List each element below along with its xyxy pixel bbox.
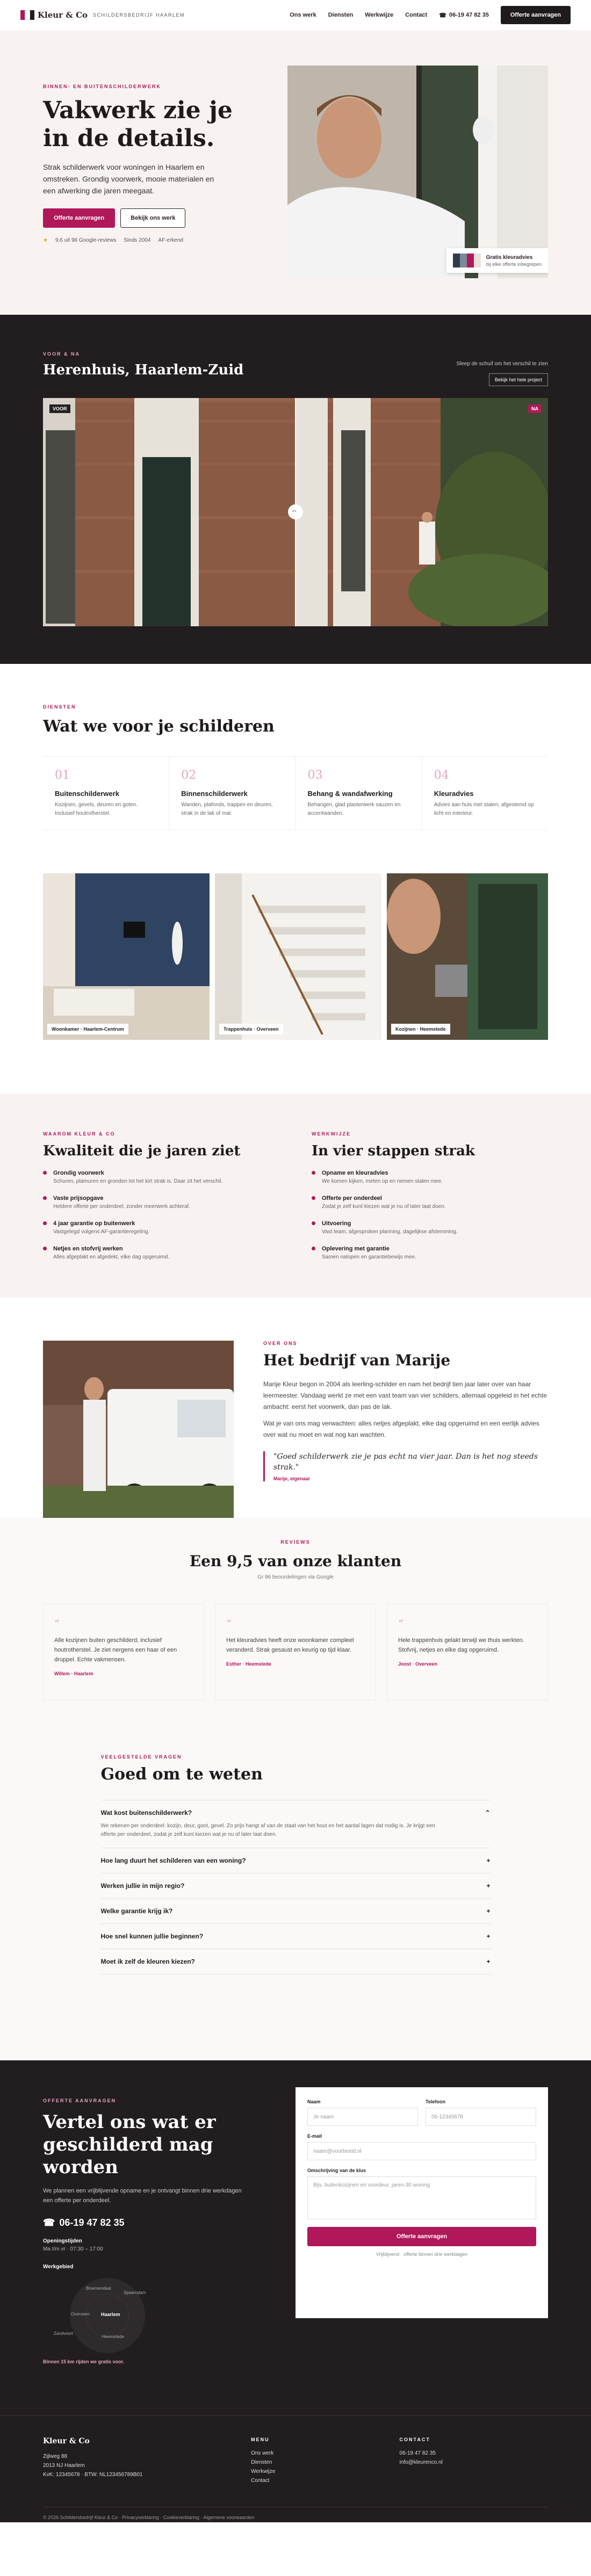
why-item-text: Schuren, plamuren en gronden tot het kirt strak is. Daar zit het verschil. [53, 1178, 223, 1184]
service-num: 02 [181, 769, 197, 782]
contact-phone-number: 06-19 47 82 35 [59, 2217, 125, 2228]
review-text: Het kleuradvies heeft onze woonkamer compleet veranderd. Strak gesaust en keurig op tijd klaar. [226, 1637, 354, 1653]
before-label: VOOR [49, 404, 70, 413]
faq-item[interactable] [101, 1873, 491, 1898]
services-kicker: DIENSTEN [43, 704, 76, 710]
process-item-text: Vast team, afgesproken planning, dagelijkse afstemming. [322, 1229, 458, 1235]
map-place: Zandvoort [54, 2331, 74, 2336]
gallery-item[interactable] [43, 873, 210, 1040]
faq-kicker: VEELGESTELDE VRAGEN [100, 1754, 182, 1760]
project-button[interactable]: Bekijk het hele project [489, 373, 548, 386]
process-item-title: Offerte per onderdeel [322, 1195, 382, 1202]
footer-bottom: © 2026 Schildersbedrijf Kleur & Co · Privacyverklaring · Cookieverklaring · Algemene voorwaarden [43, 2507, 548, 2520]
nav-link-contact[interactable]: Contact [405, 12, 428, 18]
project-kicker: VOOR & NA [43, 351, 81, 357]
service-text: Advies aan huis met stalen, afgestemd op licht en interieur. [434, 802, 534, 816]
nav-link-process[interactable]: Werkwijze [365, 12, 394, 18]
about-quote [263, 1451, 548, 1481]
service-card[interactable] [43, 757, 169, 830]
process-title: In vier stappen strak [312, 1143, 475, 1159]
faq-item[interactable] [101, 1898, 491, 1923]
footer-email[interactable]: info@kleurenco.nl [399, 2459, 443, 2465]
faq-item[interactable] [101, 1800, 491, 1848]
color-advice-card [446, 248, 548, 273]
logo-name: Kleur & Co [38, 10, 88, 20]
contact-phone[interactable] [43, 2217, 253, 2228]
hero-section [0, 30, 591, 315]
why-kicker: WAAROM KLEUR & CO [43, 1131, 116, 1137]
footer-contact-title: CONTACT [399, 2437, 430, 2442]
service-text: Wanden, plafonds, trappen en deuren, strak in de lak of mat. [181, 802, 273, 816]
service-card[interactable] [296, 757, 422, 830]
review-author: Joost · Overveen [398, 1661, 438, 1667]
services-section [0, 664, 591, 1518]
project-title: Herenhuis, Haarlem-Zuid [43, 362, 244, 378]
process-item-text: Samen nalopen en garantiebewijs mee. [322, 1254, 416, 1260]
name-field[interactable]: Je naam [307, 2108, 418, 2126]
quote-form [296, 2087, 548, 2318]
hours-label: Openingstijden [43, 2238, 82, 2244]
plus-icon: + [486, 1958, 491, 1965]
map-place: Haarlem [101, 2312, 120, 2317]
phone-label: Telefoon [426, 2099, 445, 2104]
faq-title: Goed om te weten [100, 1765, 263, 1784]
bullet-icon [43, 1171, 47, 1175]
bullet-icon [312, 1196, 315, 1200]
hero-quote-button[interactable]: Offerte aanvragen [43, 208, 115, 228]
before-after-slider[interactable] [43, 398, 548, 626]
faq-item[interactable] [101, 1848, 491, 1873]
reviews-sub: Gr 96 beoordelingen via Google [257, 1574, 334, 1580]
review-card [215, 1604, 376, 1701]
area-label: Werkgebied [43, 2264, 74, 2270]
why-item-text: Heldere offerte per onderdeel, zonder meerwerk achteraf. [53, 1204, 190, 1210]
phone-icon: ☎ [439, 12, 446, 19]
service-num: 04 [434, 769, 449, 782]
service-title: Buitenschilderwerk [55, 790, 119, 798]
plus-icon: + [486, 1933, 491, 1940]
map-place: Spaarndam [124, 2290, 146, 2295]
why-item-title: Vaste prijsopgave [53, 1195, 104, 1202]
map-place: Overveen [71, 2312, 90, 2317]
process-item-title: Opname en kleuradvies [322, 1170, 388, 1176]
after-label: NA [528, 404, 542, 413]
bullet-icon [43, 1247, 47, 1250]
hero-title: Vakwerk zie je in de details. [43, 97, 233, 152]
logo-icon [20, 10, 34, 20]
review-author: Esther · Heemstede [226, 1661, 272, 1667]
contact-section [0, 2060, 591, 2415]
process-item-title: Oplevering met garantie [322, 1246, 390, 1252]
review-card [387, 1604, 548, 1701]
faq-answer: We rekenen per onderdeel: kozijn, deur, goot, gevel. Zo prijs hangt af van de staat van het hout en het aantal lagen dat nodig is. Je krijgt een offerte per onderdeel, zodat je zelf kunt kiezen wat je nu of later laat doen. [100, 1823, 435, 1837]
review-text: Alle kozijnen buiten geschilderd, inclusief houtrotherstel. Je ziet nergens een haar of een druppel. Echte vakmensen. [54, 1637, 177, 1663]
faq [101, 1754, 491, 1974]
reviews-section [0, 1518, 591, 2060]
plus-icon: + [486, 1907, 491, 1915]
quote-text: "Goed schilderwerk zie je pas echt na vier jaar. Dan is het nog steeds strak." [273, 1452, 538, 1472]
plus-icon: + [486, 1882, 491, 1890]
contact-text: We plannen een vrijblijvende opname en je ontvangt binnen drie werkdagen een offerte per onderdeel. [43, 2188, 242, 2204]
about-title: Het bedrijf van Marije [263, 1351, 451, 1369]
nav-link-services[interactable]: Diensten [328, 12, 354, 18]
hero-rating: 9,6 uit 96 Google-reviews [55, 237, 117, 243]
gallery-label: Kozijnen · Heemstede [391, 1024, 450, 1034]
top-nav [20, 0, 571, 30]
why-item-title: Netjes en stofvrij werken [53, 1246, 123, 1252]
footer-link[interactable]: Werkwijze [251, 2469, 276, 2474]
footer-address-2: 2013 NJ Haarlem [43, 2463, 85, 2469]
faq-item[interactable] [101, 1949, 491, 1974]
logo[interactable] [20, 10, 185, 20]
quote-icon: “ [54, 1617, 60, 1630]
map-place: Bloemendaal [86, 2286, 111, 2291]
why-item-text: Alles afgeplakt en afgedekt, elke dag opgeruimd. [53, 1254, 170, 1260]
footer-link[interactable]: Ons werk [251, 2450, 274, 2456]
slider-handle-icon[interactable]: ⇔ [291, 508, 297, 514]
process-kicker: WERKWIJZE [312, 1131, 351, 1137]
chevron-up-icon: ⌃ [485, 1809, 491, 1817]
message-label: Omschrijving van de klus [307, 2168, 366, 2173]
gallery-label: Woonkamer · Haarlem-Centrum [47, 1024, 128, 1034]
gallery-item[interactable] [387, 873, 548, 1040]
faq-question: Welke garantie krijg ik? [100, 1907, 173, 1915]
footer-link[interactable]: Diensten [251, 2459, 272, 2465]
gallery-label: Trappenhuis · Overveen [219, 1024, 283, 1034]
gallery-item[interactable] [215, 873, 381, 1040]
phone-icon: ☎ [43, 2217, 55, 2228]
service-num: 03 [307, 769, 323, 782]
process-item-text: Zodat je zelf kunt kiezen wat je nu of later laat doen. [322, 1204, 446, 1210]
message-field[interactable]: Bijv. buitenkozijnen en voordeur, jaren-30 woning [307, 2176, 536, 2219]
contact-kicker: OFFERTE AANVRAGEN [43, 2098, 117, 2103]
form-note: Vrijblijvend · offerte binnen drie werkdagen [376, 2252, 468, 2257]
reviews-kicker: REVIEWS [280, 1539, 311, 1545]
nav-phone[interactable] [439, 12, 489, 19]
service-card[interactable] [169, 757, 296, 830]
nav-link-work[interactable]: Ons werk [290, 12, 316, 18]
hours-value: Ma t/m vr · 07:30 – 17:00 [43, 2246, 103, 2252]
process-item-title: Uitvoering [322, 1220, 351, 1227]
reviews-title: Een 9,5 van onze klanten [189, 1552, 402, 1570]
email-field[interactable]: naam@voorbeeld.nl [307, 2142, 536, 2160]
hero-certified: AF-erkend [158, 237, 184, 243]
phone-field[interactable]: 06-12345678 [426, 2108, 536, 2126]
why-item-text: Vastgelegd volgens AF-garantieregeling. [53, 1229, 150, 1235]
review-author: Willem · Haarlem [54, 1671, 93, 1676]
service-text: Kozijnen, gevels, deuren en goten. Inclusief houtrotherstel. [55, 802, 138, 816]
footer-phone[interactable]: 06-19 47 82 35 [399, 2450, 436, 2456]
about-kicker: OVER ONS [263, 1341, 298, 1346]
bullet-icon [312, 1247, 315, 1250]
quote-icon: “ [226, 1617, 232, 1630]
nav-quote-button[interactable]: Offerte aanvragen [501, 6, 571, 24]
faq-question: Werken jullie in mijn regio? [100, 1882, 185, 1890]
bullet-icon [43, 1221, 47, 1225]
service-title: Behang & wandafwerking [307, 790, 393, 798]
why-item-title: Grondig voorwerk [53, 1170, 104, 1176]
submit-button[interactable]: Offerte aanvragen [307, 2227, 536, 2246]
gallery [43, 873, 548, 1040]
area-map [43, 2275, 161, 2356]
faq-question: Hoe snel kunnen jullie beginnen? [100, 1933, 204, 1940]
process-item-text: We komen kijken, meten op en nemen stalen mee. [322, 1178, 443, 1184]
footer-address-3: KvK: 12345678 · BTW: NL123456789B01 [43, 2472, 143, 2478]
about-image [43, 1341, 234, 1518]
review-text: Hele trappenhuis gelakt terwijl we thuis werkten. Stofvrij, netjes en elke dag opgeruimd. [398, 1637, 524, 1653]
swatch-title: Gratis kleuradvies [486, 254, 533, 261]
faq-item[interactable] [101, 1923, 491, 1949]
hero-since: Sinds 2004 [124, 237, 151, 243]
contact-title: Vertel ons wat er geschilderd mag worden [43, 2111, 216, 2178]
review-card [43, 1604, 204, 1701]
name-label: Naam [307, 2099, 321, 2104]
color-swatch-icon [453, 254, 481, 267]
why-title: Kwaliteit die je jaren ziet [43, 1143, 241, 1159]
about-p1: Marije Kleur begon in 2004 als leerling-schilder en nam het bedrijf tien jaar later over van haar leermeester. Vandaag werkt ze met een vast team van vier schilders, allemaal opgeleid in het echte ambacht: eerst het voorwerk, dan pas de lak. [263, 1380, 547, 1410]
footer-address-1: Zijlweg 88 [43, 2454, 68, 2459]
services-title: Wat we voor je schilderen [43, 717, 275, 736]
footer-brand: Kleur & Co [43, 2437, 90, 2445]
quote-icon: “ [398, 1617, 404, 1630]
quote-author: Marije, eigenaar [273, 1476, 311, 1481]
nav-phone-number: 06-19 47 82 35 [449, 12, 489, 18]
bullet-icon [312, 1171, 315, 1175]
bullet-icon [43, 1196, 47, 1200]
bullet-icon [312, 1221, 315, 1225]
faq-question: Moet ik zelf de kleuren kiezen? [100, 1958, 195, 1965]
service-num: 01 [55, 769, 70, 782]
service-text: Behangen, glad plasterwerk sauzen en accentwanden. [307, 802, 401, 816]
service-title: Binnenschilderwerk [181, 790, 248, 798]
map-place: Heemstede [102, 2334, 124, 2339]
footer [0, 2415, 591, 2522]
why-item-title: 4 jaar garantie op buitenwerk [53, 1220, 135, 1227]
hero-kicker: BINNEN- EN BUITENSCHILDERWERK [43, 84, 161, 89]
service-card[interactable] [422, 757, 548, 830]
star-icon: ★ [43, 237, 48, 243]
hero-text: Strak schilderwerk voor woningen in Haarlem en omstreken. Grondig voorwerk, mooie materialen en een afwerking die jaren meegaat. [43, 163, 214, 195]
footer-link[interactable]: Contact [251, 2478, 270, 2484]
swatch-sub: bij elke offerte inbegrepen [486, 261, 542, 267]
footer-menu-title: MENU [251, 2437, 270, 2442]
project-hint: Sleep de schuif om het verschil te zien [456, 361, 548, 367]
project-section [0, 315, 591, 664]
faq-question: Hoe lang duurt het schilderen van een woning? [100, 1857, 246, 1864]
service-title: Kleuradvies [434, 790, 474, 798]
faq-question: Wat kost buitenschilderwerk? [100, 1809, 192, 1817]
hero-work-button[interactable]: Bekijk ons werk [120, 208, 185, 228]
about-p2: Wat je van ons mag verwachten: alles netjes afgeplakt, elke dag opgeruimd en een eerlijk advies over wat nu moet en wat nog kan wachten. [263, 1420, 539, 1438]
email-label: E-mail [307, 2133, 322, 2139]
logo-sub: SCHILDERSBEDRIJF HAARLEM [93, 12, 185, 18]
hero-painter-image [287, 66, 548, 278]
area-note: Binnen 15 km rijden we gratis voor. [43, 2359, 125, 2364]
plus-icon: + [486, 1857, 491, 1864]
